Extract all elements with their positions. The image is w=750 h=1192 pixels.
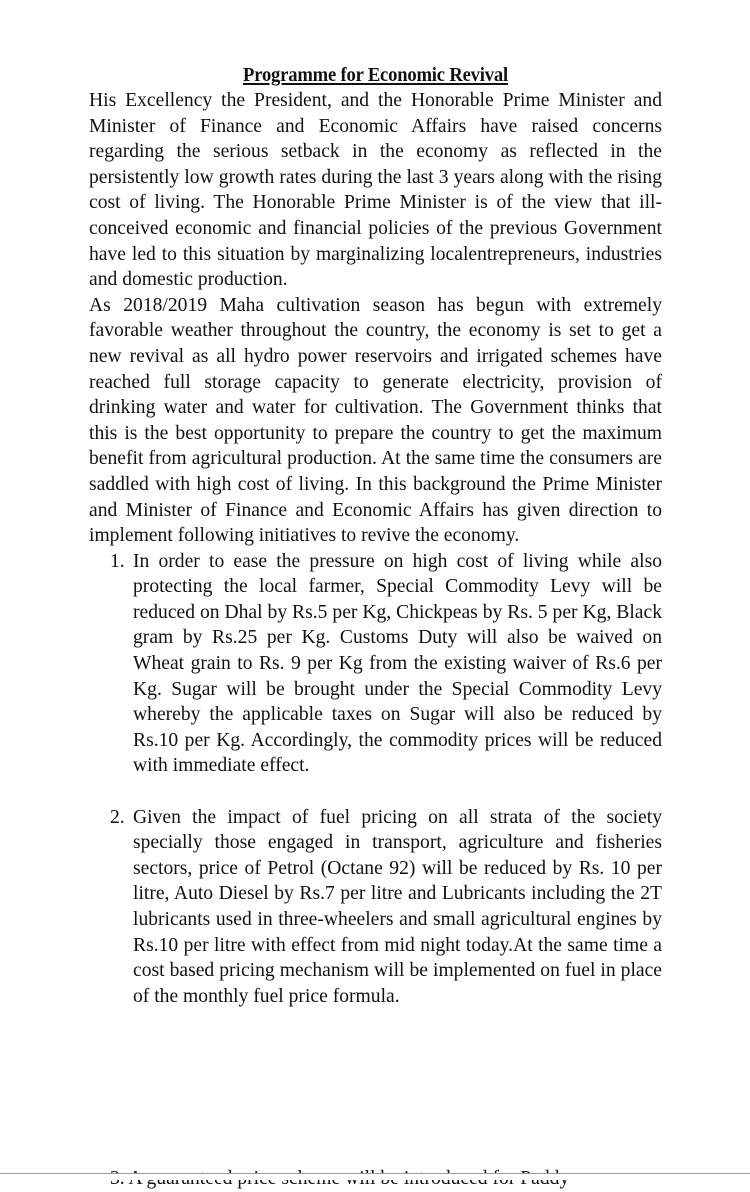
context-paragraph: As 2018/2019 Maha cultivation season has begun with extremely favorable weather throughout the country, the economy is set to get a new revival as all hydro power reservoirs and irrigated schemes have reached full storage capacity to generate electricity, provision of drinking water and water for cultivation. The Government thinks that this is the best opportunity to prepare the country to get the maximum benefit from agricultural production. At the same time the consumers are saddled with high cost of living. In this background the Prime Minister and Minister of Finance and Economic Affairs has given direction to implement following initiatives to revive the economy. — [89, 294, 662, 547]
intro-paragraph: His Excellency the President, and the Honorable Prime Minister and Minister of Finance and Economic Affairs have raised concerns regarding the serious setback in the economy as reflected in the persistently low growth rates during the last 3 years along with the rising cost of living. The Honorable Prime Minister is of the view that ill-conceived economic and financial policies of the previous Government have led to this situation by marginalizing localentrepreneurs, industries and domestic production. — [89, 90, 662, 291]
list-item-number: 1. — [110, 550, 125, 572]
list-item-number: 2. — [110, 806, 125, 828]
list-item — [89, 549, 662, 779]
document-title: Programme for Economic Revival — [243, 64, 508, 86]
list-item — [89, 805, 662, 1010]
list-item-text: Given the impact of fuel pricing on all strata of the society specially those engaged in transport, agriculture and fisheries sectors, price of Petrol (Octane 92) will be reduced by Rs. 10 per litre, Auto Diesel by Rs.7 per litre and Lubricants including the 2T lubricants used in three-wheelers and small agricultural engines by Rs.10 per litre with effect from mid night today.At the same time a cost based pricing mechanism will be implemented on fuel in place of the monthly fuel price formula. — [133, 806, 662, 1007]
document-page — [89, 62, 662, 1009]
initiatives-list — [89, 549, 662, 1010]
list-item-text: In order to ease the pressure on high cost of living while also protecting the local farmer, Special Commodity Levy will be reduced on Dhal by Rs.5 per Kg, Chickpeas by Rs. 5 per Kg, Black gram by Rs.25 per Kg. Customs Duty will also be waived on Wheat grain to Rs. 9 per Kg from the existing waiver of Rs.6 per Kg. Sugar will be brought under the Special Commodity Levy whereby the applicable taxes on Sugar will also be reduced by Rs.10 per Kg. Accordingly, the commodity prices will be reduced with immediate effect. — [133, 550, 662, 777]
